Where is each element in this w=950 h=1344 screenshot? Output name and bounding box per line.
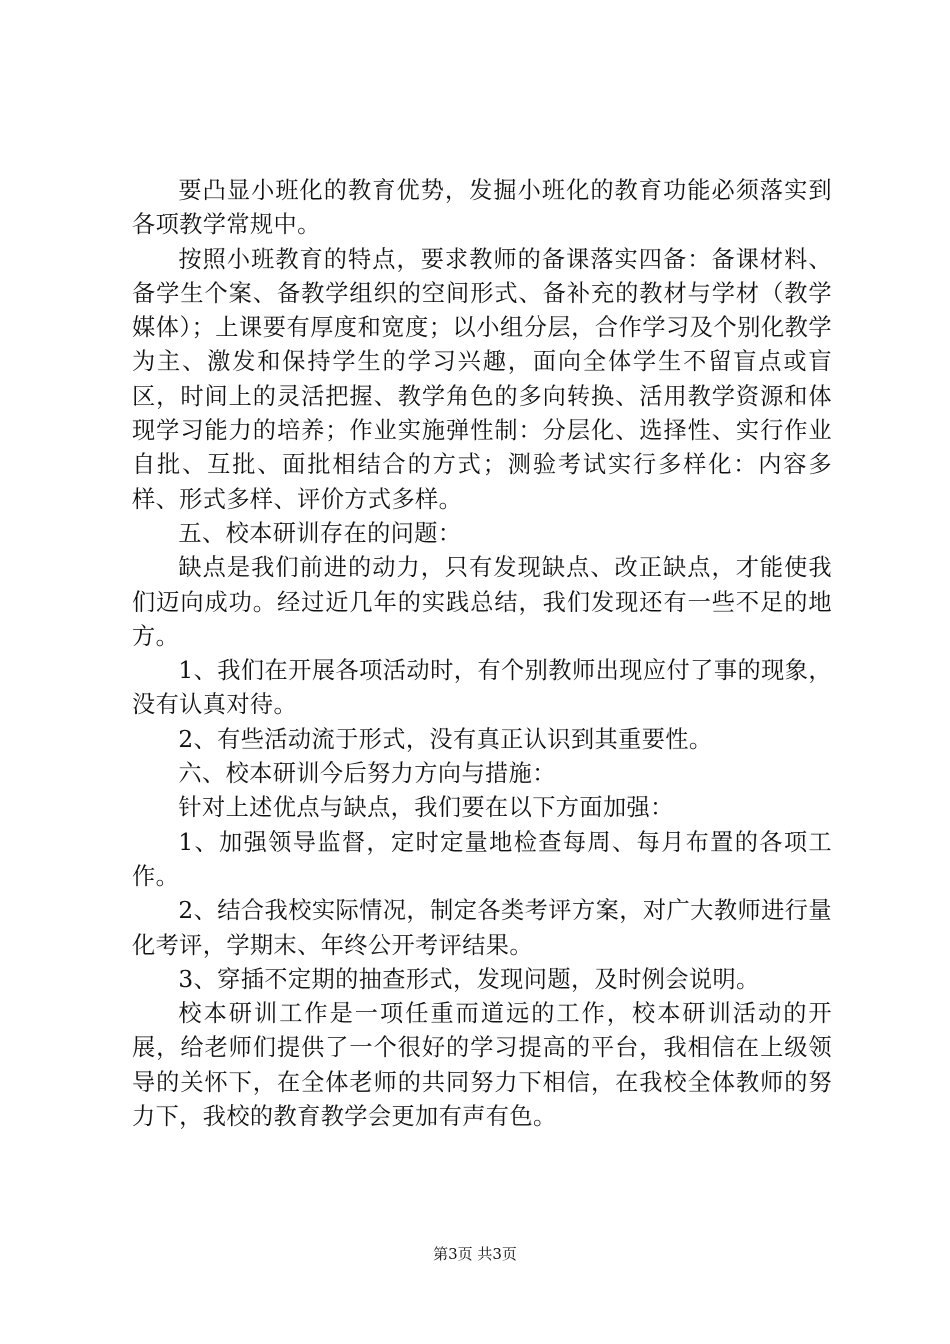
section-heading-measures: 六、校本研训今后努力方向与措施： <box>178 760 556 788</box>
section-heading-problems: 五、校本研训存在的问题： <box>178 519 462 547</box>
list-item-measure-2: 2、结合我校实际情况，制定各类考评方案，对广大教师进行量化考评，学期末、年终公开考评结果。 <box>132 897 832 959</box>
list-item-problem-2: 2、有些活动流于形式，没有真正认识到其重要性。 <box>178 725 713 753</box>
page-number: 第3页 共3页 <box>433 1245 517 1263</box>
paragraph-shortcomings: 缺点是我们前进的动力，只有发现缺点、改正缺点，才能使我们迈向成功。经过近几年的实践总结，我们发现还有一些不足的地方。 <box>132 554 832 650</box>
list-item-measure-1: 1、加强领导监督，定时定量地检查每周、每月布置的各项工作。 <box>132 828 832 890</box>
paragraph-conclusion: 校本研训工作是一项任重而道远的工作，校本研训活动的开展，给老师们提供了一个很好的学习提高的平台，我相信在上级领导的关怀下，在全体老师的共同努力下相信，在我校全体教师的努力下，我校的教育教学会更加有声有色。 <box>132 1000 832 1131</box>
list-item-problem-1: 1、我们在开展各项活动时，有个别教师出现应付了事的现象，没有认真对待。 <box>132 657 832 719</box>
paragraph-intro: 要凸显小班化的教育优势，发掘小班化的教育功能必须落实到各项教学常规中。 <box>132 177 832 239</box>
page-footer <box>0 1244 950 1264</box>
paragraph-teaching-requirements: 按照小班教育的特点，要求教师的备课落实四备：备课材料、备学生个案、备教学组织的空间形式、备补充的教材与学材（教学媒体）；上课要有厚度和宽度；以小组分层，合作学习及个别化教学为主、激发和保持学生的学习兴趣，面向全体学生不留盲点或盲区，时间上的灵活把握、教学角色的多向转换、活用教学资源和体现学习能力的培养；作业实施弹性制：分层化、选择性、实行作业自批、互批、面批相结合的方式；测验考试实行多样化：内容多样、形式多样、评价方式多样。 <box>132 245 832 513</box>
list-item-measure-3: 3、穿插不定期的抽查形式，发现问题，及时例会说明。 <box>178 965 760 993</box>
document-body <box>132 174 832 1134</box>
paragraph-measures-intro: 针对上述优点与缺点，我们要在以下方面加强： <box>178 794 674 822</box>
